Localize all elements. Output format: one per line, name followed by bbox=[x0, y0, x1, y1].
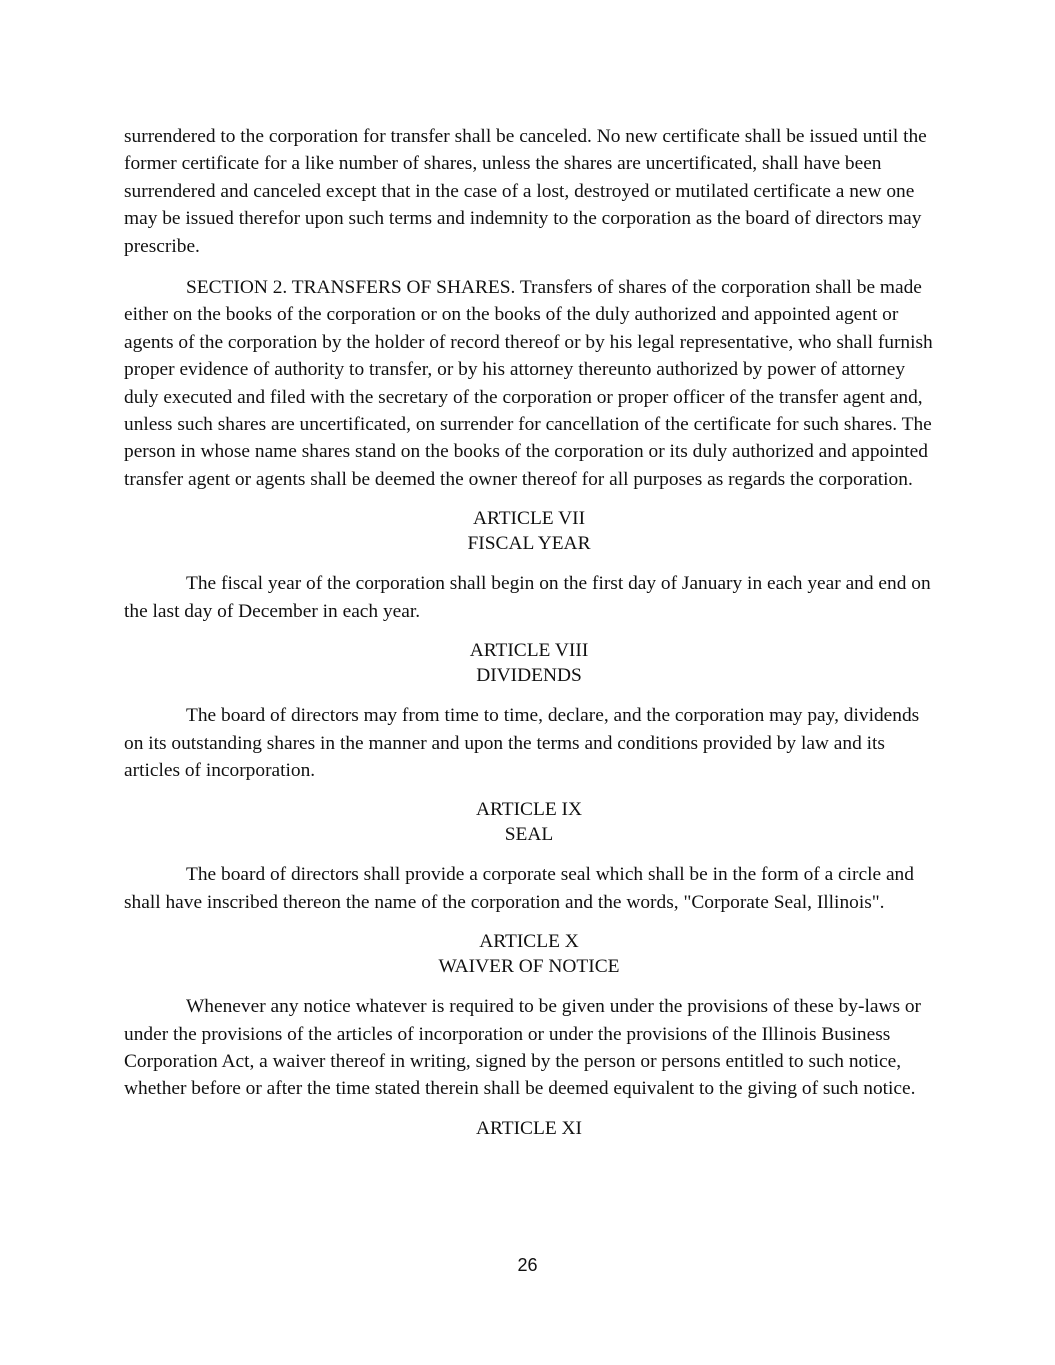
article-ix-body: The board of directors shall provide a corporate seal which shall be in the form of a circle and shall have inscribed thereon the name of the corporation and the words, "Corporate Seal, Illinois". bbox=[124, 864, 914, 913]
article-viii-body: The board of directors may from time to time, declare, and the corporation may pay, dividends on its outstanding shares in the manner and upon the terms and conditions provided by law and its articles of incorporation. bbox=[124, 705, 920, 781]
article-x-body: Whenever any notice whatever is required to be given under the provisions of these by-laws or under the provisions of the articles of incorporation or under the provisions of the Illinois Business Corporation Act, a waiver thereof in writing, signed by the person or persons entitled to such notice, whether before or after the time stated therein shall be deemed equivalent to the giving of such notice. bbox=[124, 996, 921, 1100]
article-number: ARTICLE IX bbox=[475, 799, 582, 821]
section-2-transfers-of-shares-paragraph: SECTION 2. TRANSFERS OF SHARES. Transfers of shares of the corporation shall be made either on the books of the corporation or on the books of the duly authorized and appointed agent or agents of the corporation by the holder of record thereof or by his legal representative, who shall furnish proper evidence of authority to transfer, or by his attorney thereunto authorized by power of attorney duly executed and filed with the secretary of the corporation or proper officer of the transfer agent and, unless such shares are uncertificated, on surrender for cancellation of the certificate for such shares. The person in whose name shares stand on the books of the corporation or its duly authorized and appointed transfer agent or agents shall be deemed the owner thereof for all purposes as regards the corporation. bbox=[124, 277, 933, 490]
article-vii-heading bbox=[124, 507, 934, 556]
article-x-heading bbox=[124, 930, 934, 979]
article-number: ARTICLE X bbox=[479, 931, 579, 953]
article-number: ARTICLE XI bbox=[475, 1117, 582, 1139]
article-title: FISCAL YEAR bbox=[467, 532, 591, 554]
article-ix-heading bbox=[124, 798, 934, 847]
article-title: DIVIDENDS bbox=[476, 664, 582, 686]
page-number: 26 bbox=[517, 1255, 538, 1275]
article-xi-heading bbox=[124, 1117, 934, 1142]
continuation-paragraph: surrendered to the corporation for transfer shall be canceled. No new certificate shall be issued until the former certificate for a like number of shares, unless the shares are uncertificated, shall have been surrendered and canceled except that in the case of a lost, destroyed or mutilated certificate a new one may be issued therefor upon such terms and indemnity to the corporation as the board of directors may prescribe. bbox=[124, 126, 927, 257]
article-number: ARTICLE VIII bbox=[469, 640, 589, 662]
page-content bbox=[124, 123, 934, 1155]
article-vii-body: The fiscal year of the corporation shall begin on the first day of January in each year and end on the last day of December in each year. bbox=[124, 573, 931, 622]
article-title: SEAL bbox=[504, 823, 554, 845]
article-viii-heading bbox=[124, 639, 934, 688]
article-number: ARTICLE VII bbox=[472, 508, 586, 530]
article-title: WAIVER OF NOTICE bbox=[438, 955, 620, 977]
